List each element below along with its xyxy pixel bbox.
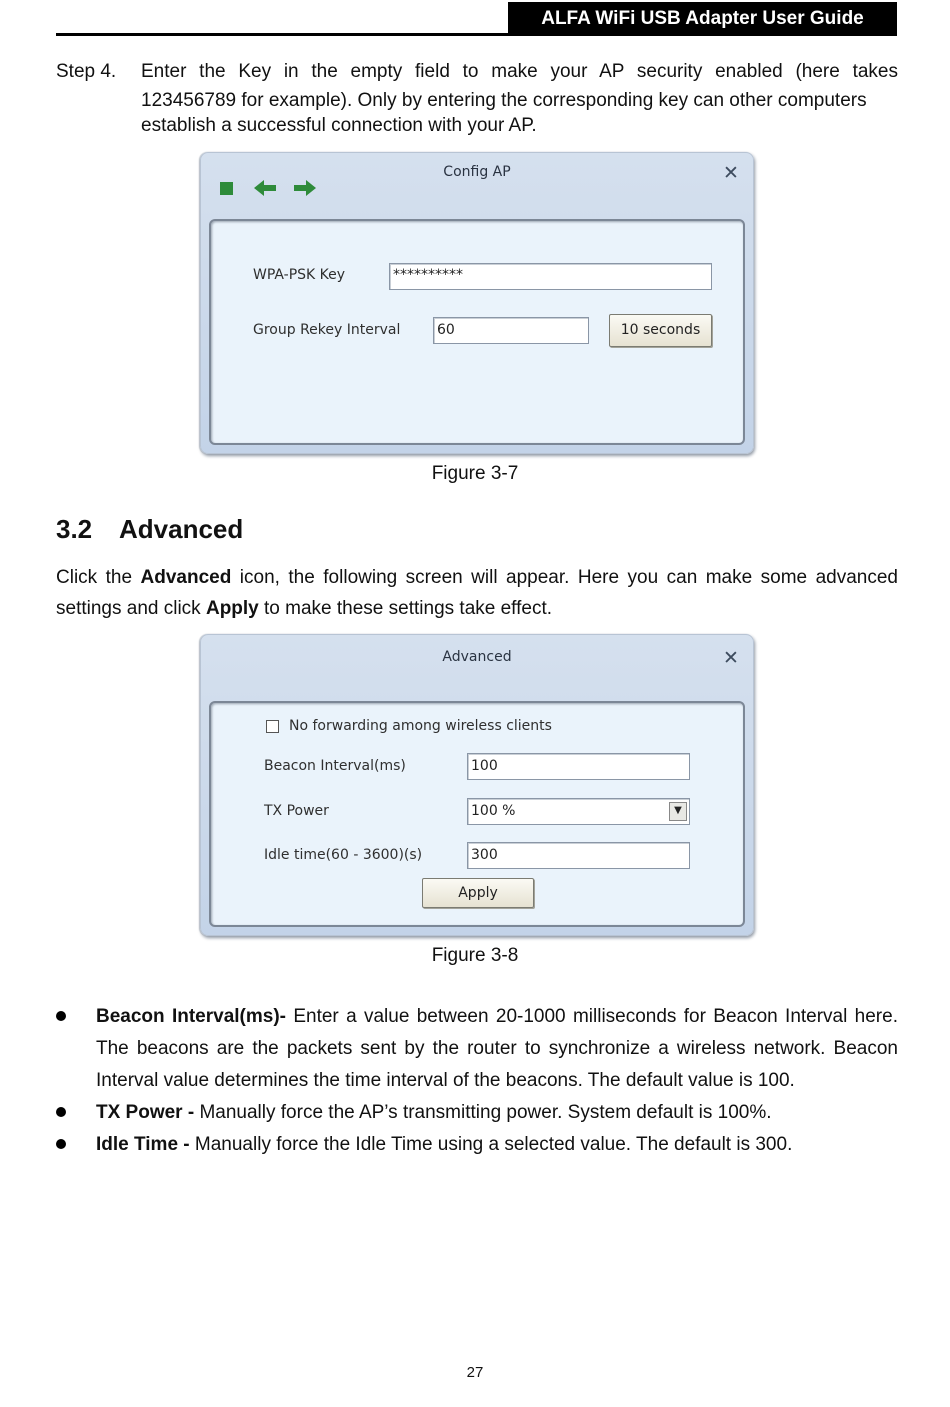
page-number: 27 — [466, 1364, 484, 1381]
bullet-text: Enter a value between 20-1000 milliseconds for Beacon Interval here. — [286, 1006, 898, 1027]
step-line-1: Enter the Key in the empty field to make your AP security enabled (here takes — [141, 61, 898, 82]
close-icon[interactable]: ✕ — [723, 647, 739, 669]
bullet-term: TX Power - — [96, 1102, 195, 1123]
no-forwarding-checkbox[interactable] — [266, 720, 279, 733]
dialog-panel — [209, 219, 745, 445]
bullet-text: Manually force the Idle Time using a selected value. The default is 300. — [189, 1134, 793, 1155]
bullet-beacon-line-2: The beacons are the packets sent by the router to synchronize a wireless network. Beacon — [96, 1038, 898, 1059]
header-title: ALFA WiFi USB Adapter User Guide — [508, 2, 897, 36]
intro-bold-apply: Apply — [205, 598, 259, 619]
bullet-icon — [56, 1011, 66, 1021]
intro-text: icon, the following screen will appear. Here you can make some advanced — [231, 567, 898, 588]
figure-3-7-caption: Figure 3-7 — [431, 463, 519, 484]
bullet-term: Idle Time - — [96, 1134, 190, 1155]
tx-power-label: TX Power — [264, 803, 329, 819]
dropdown-arrow-icon[interactable]: ▼ — [669, 802, 687, 821]
intro-text: Click the — [56, 567, 141, 588]
beacon-interval-input[interactable]: 100 — [467, 753, 690, 780]
rekey-unit-button[interactable]: 10 seconds — [609, 314, 712, 347]
stop-icon[interactable] — [220, 182, 233, 195]
bullet-text: Manually force the AP’s transmitting power. System default is 100%. — [194, 1102, 772, 1123]
tx-power-select[interactable] — [467, 798, 690, 825]
dialog-title: Config AP — [443, 164, 511, 180]
intro-text: settings and click — [56, 598, 206, 619]
intro-line-1 — [56, 562, 898, 593]
dialog-title: Advanced — [442, 649, 512, 665]
intro-text: to make these settings take effect. — [258, 598, 553, 619]
section-heading — [56, 514, 243, 545]
intro-line-2 — [56, 593, 898, 624]
bullet-beacon-line-3: Interval value determines the time interval of the beacons. The default value is 100. — [96, 1070, 795, 1091]
wpa-psk-key-input[interactable]: ********** — [389, 263, 712, 290]
bullet-tx-power — [96, 1096, 898, 1129]
idle-time-label: Idle time(60 - 3600)(s) — [264, 847, 423, 863]
dialog-panel — [209, 701, 745, 927]
idle-time-input[interactable]: 300 — [467, 842, 690, 869]
step-label: Step 4. — [56, 61, 117, 82]
back-arrow-icon[interactable] — [252, 178, 278, 198]
beacon-interval-label: Beacon Interval(ms) — [264, 758, 406, 774]
step-line-2: 123456789 for example). Only by entering the corresponding key can other computers — [141, 90, 867, 111]
forward-arrow-icon[interactable] — [292, 178, 318, 198]
intro-bold-advanced: Advanced — [140, 567, 232, 588]
close-icon[interactable]: ✕ — [723, 162, 739, 184]
bullet-icon — [56, 1139, 66, 1149]
no-forwarding-label: No forwarding among wireless clients — [289, 718, 552, 734]
bullet-term: Beacon Interval(ms)- — [96, 1006, 286, 1027]
section-title: Advanced — [119, 514, 244, 544]
group-rekey-interval-label: Group Rekey Interval — [253, 322, 401, 338]
section-number: 3.2 — [56, 514, 93, 544]
bullet-list — [96, 1001, 898, 1160]
step-line-3: establish a successful connection with your AP. — [141, 115, 537, 136]
config-ap-dialog — [200, 152, 754, 454]
tx-power-value: 100 % — [471, 803, 516, 819]
bullet-icon — [56, 1107, 66, 1117]
intro-paragraph — [56, 562, 898, 624]
apply-button[interactable]: Apply — [422, 878, 534, 908]
advanced-dialog — [200, 634, 754, 936]
bullet-idle-time — [96, 1129, 898, 1160]
figure-3-8-caption: Figure 3-8 — [431, 945, 519, 966]
bullet-beacon — [96, 1001, 898, 1032]
wpa-psk-key-label: WPA-PSK Key — [253, 267, 346, 283]
step-paragraph — [141, 56, 898, 138]
group-rekey-interval-input[interactable]: 60 — [433, 317, 589, 344]
